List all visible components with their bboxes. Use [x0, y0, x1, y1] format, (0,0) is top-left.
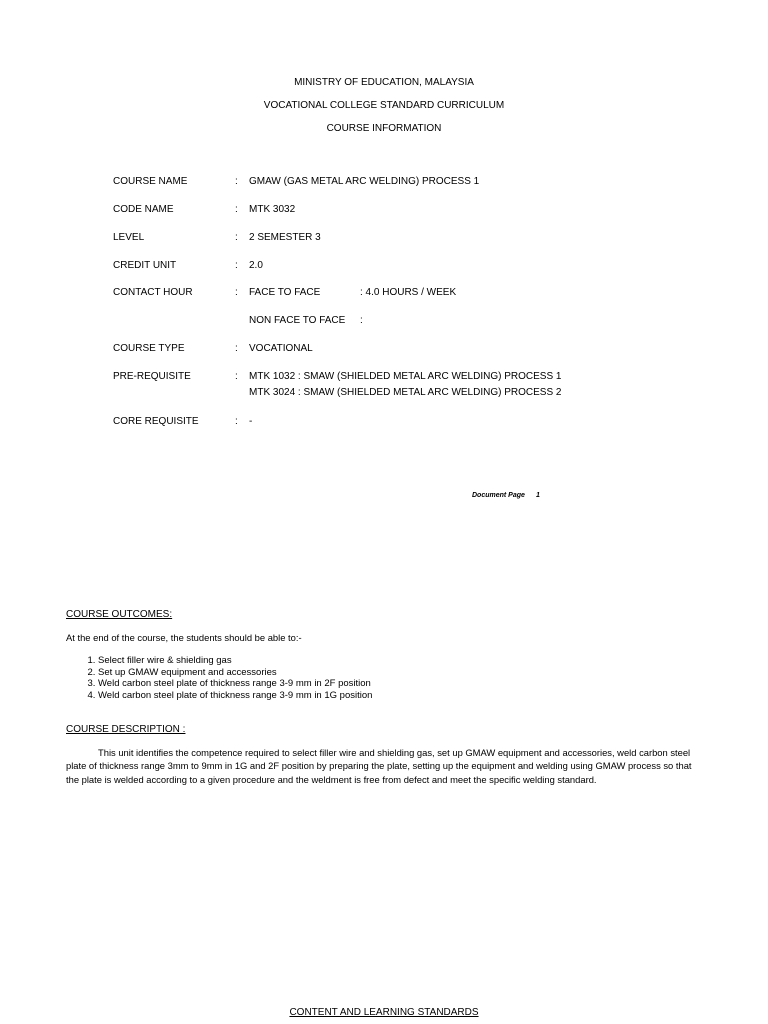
level-value: 2 SEMESTER 3 [249, 232, 321, 243]
face-to-face-value: : 4.0 HOURS / WEEK [360, 287, 457, 298]
core-requisite-value: - [249, 416, 253, 427]
course-type-label: COURSE TYPE [113, 343, 185, 354]
description-text: This unit identifies the competence required to select filler wire and shielding gas, set up GMAW equipment and accessories, weld carbon steel plate of thickness range 3mm to 9mm in 1G and 2F position by preparing the plate, setting up the equipment and welding using GMAW process so that the plate is welded according to a given procedure and the weldment is free from defect and meet the specific welding standard. [66, 747, 692, 785]
list-item: 3. Weld carbon steel plate of thickness range 3-9 mm in 2F position [98, 678, 372, 690]
content-heading: CONTENT AND LEARNING STANDARDS [289, 1007, 479, 1018]
colon: : [235, 260, 238, 271]
colon: : [235, 287, 238, 298]
non-face-to-face-value: : [360, 315, 363, 326]
contact-hour-label: CONTACT HOUR [113, 287, 193, 298]
pre-requisite-value-2: MTK 3024 : SMAW (SHIELDED METAL ARC WELDING) PROCESS 2 [249, 387, 562, 398]
colon: : [235, 416, 238, 427]
course-name-label: COURSE NAME [113, 176, 188, 187]
colon: : [235, 371, 238, 382]
outcomes-list [66, 655, 372, 702]
document-page-number: 1 [536, 492, 540, 499]
credit-unit-label: CREDIT UNIT [113, 260, 177, 271]
list-item: 2. Set up GMAW equipment and accessories [98, 667, 372, 679]
document-page-label: Document Page [472, 492, 525, 499]
section-title: COURSE INFORMATION [326, 123, 442, 134]
outcomes-intro: At the end of the course, the students should be able to:- [66, 632, 302, 643]
course-type-value: VOCATIONAL [249, 343, 313, 354]
colon: : [235, 204, 238, 215]
level-label: LEVEL [113, 232, 145, 243]
colon: : [235, 343, 238, 354]
ministry-title: MINISTRY OF EDUCATION, MALAYSIA [294, 77, 474, 88]
code-name-value: MTK 3032 [249, 204, 296, 215]
pre-requisite-label: PRE-REQUISITE [113, 371, 191, 382]
list-item: 1. Select filler wire & shielding gas [98, 655, 372, 667]
non-face-to-face-label: NON FACE TO FACE [249, 315, 346, 326]
outcomes-heading: COURSE OUTCOMES: [66, 609, 173, 620]
curriculum-title: VOCATIONAL COLLEGE STANDARD CURRICULUM [263, 100, 505, 111]
code-name-label: CODE NAME [113, 204, 174, 215]
face-to-face-label: FACE TO FACE [249, 287, 321, 298]
pre-requisite-value-1: MTK 1032 : SMAW (SHIELDED METAL ARC WELDING) PROCESS 1 [249, 371, 562, 382]
core-requisite-label: CORE REQUISITE [113, 416, 199, 427]
colon: : [235, 232, 238, 243]
credit-unit-value: 2.0 [249, 260, 263, 271]
course-name-value: GMAW (GAS METAL ARC WELDING) PROCESS 1 [249, 176, 480, 187]
colon: : [235, 176, 238, 187]
description-heading: COURSE DESCRIPTION : [66, 724, 186, 735]
list-item: 4. Weld carbon steel plate of thickness range 3-9 mm in 1G position [98, 690, 372, 702]
